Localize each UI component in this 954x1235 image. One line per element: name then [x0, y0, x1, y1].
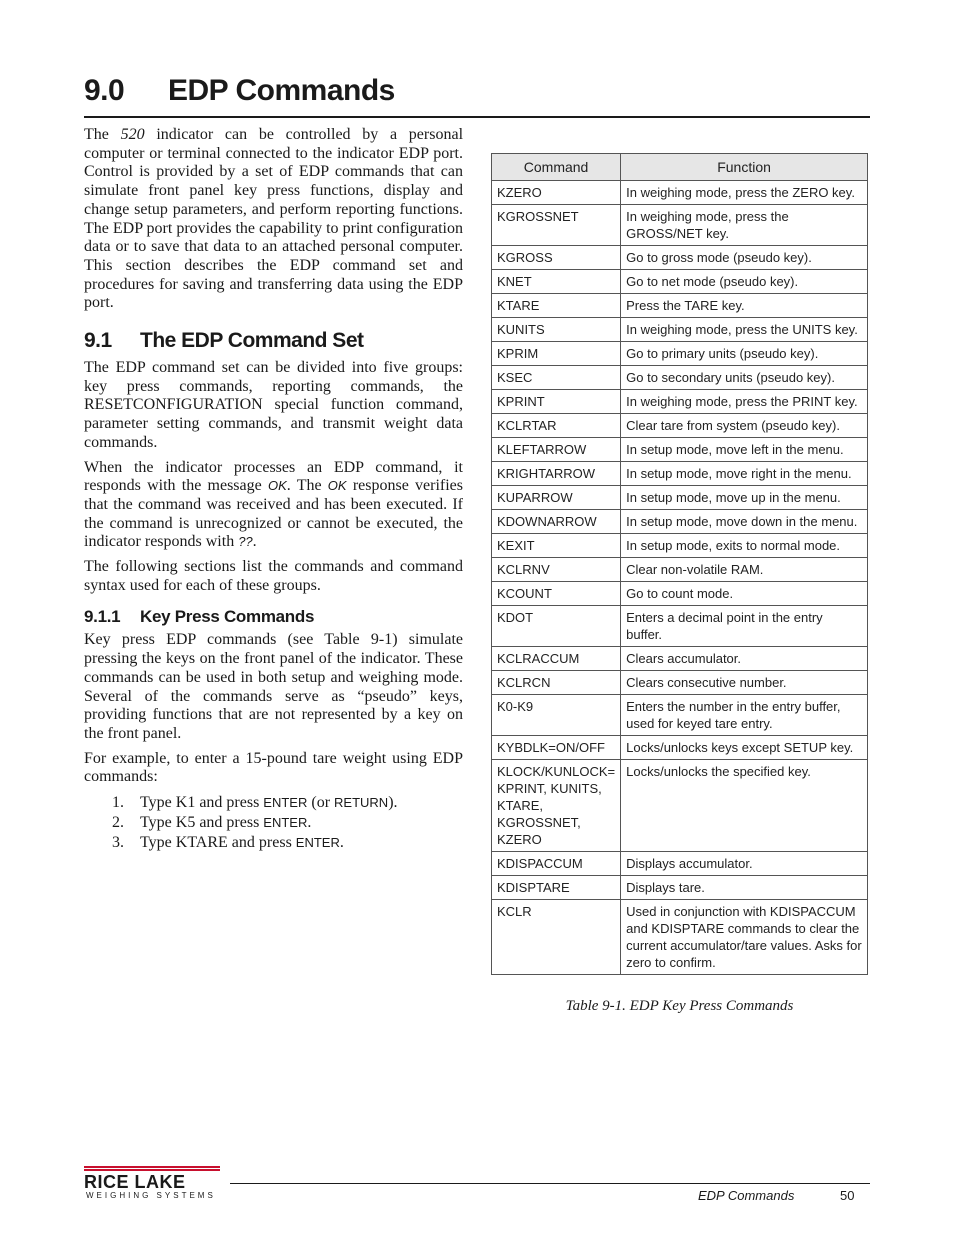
section-heading-9-1-1: 9.1.1 Key Press Commands: [84, 607, 315, 627]
function-cell: Displays tare.: [621, 876, 868, 900]
page-number: 50: [840, 1188, 855, 1203]
function-cell: Clears consecutive number.: [621, 671, 868, 695]
section-9-1-para-1: The EDP command set can be divided into five groups: key press commands, reporting commands, the RESETCONFIGURATION special function command, parameter setting commands, and transmit weight data commands.: [84, 359, 463, 451]
column-header-command: Command: [492, 154, 621, 181]
table-row: [492, 462, 868, 486]
command-cell: KCLRNV: [492, 558, 621, 582]
footer-section-title: EDP Commands: [698, 1188, 795, 1203]
intro-paragraph: The 520 indicator can be controlled by a personal computer or terminal connected to the indicator EDP port. Control is provided by a set of EDP commands that can simulate front panel key press functions, display and change setup parameters, and perform reporting functions. The EDP port provides the capability to print configuration data or to save that data to an attached personal computer. This section describes the EDP command set and procedures for saving and transferring data using the EDP port.: [84, 126, 464, 312]
function-cell: Go to gross mode (pseudo key).: [621, 246, 868, 270]
command-cell: KSEC: [492, 366, 621, 390]
command-cell: KCLR: [492, 900, 621, 975]
table-row: [492, 414, 868, 438]
column-header-function: Function: [621, 154, 868, 181]
command-cell: KYBDLK=ON/OFF: [492, 736, 621, 760]
section-9-1-1-para-1: Key press EDP commands (see Table 9-1) simulate pressing the keys on the front panel of the indicator. These commands can be used in both setup and weighing mode. Several of the commands serve as “pseudo” keys, providing functions that are not represented by a key on the front panel.: [84, 631, 463, 742]
table-row: [492, 205, 868, 246]
function-cell: Go to net mode (pseudo key).: [621, 270, 868, 294]
table-row: [492, 606, 868, 647]
table-row: [492, 246, 868, 270]
rice-lake-logo: [84, 1166, 224, 1202]
table-row: [492, 486, 868, 510]
function-cell: Enters the number in the entry buffer, used for keyed tare entry.: [621, 695, 868, 736]
function-cell: In setup mode, move up in the menu.: [621, 486, 868, 510]
table-row: [492, 558, 868, 582]
command-cell: KCLRCN: [492, 671, 621, 695]
command-cell: KDOT: [492, 606, 621, 647]
table-row: [492, 695, 868, 736]
function-cell: Enters a decimal point in the entry buffer.: [621, 606, 868, 647]
steps-list: [84, 793, 463, 853]
table-row: [492, 510, 868, 534]
command-cell: KLOCK/KUNLOCK= KPRINT, KUNITS, KTARE, KGROSSNET, KZERO: [492, 760, 621, 852]
footer-rule: [230, 1183, 870, 1184]
command-cell: KCOUNT: [492, 582, 621, 606]
logo-sub-text: WEIGHING SYSTEMS: [86, 1191, 216, 1200]
table-row: [492, 900, 868, 975]
command-cell: KGROSS: [492, 246, 621, 270]
command-cell: KPRINT: [492, 390, 621, 414]
table-row: [492, 534, 868, 558]
command-cell: KZERO: [492, 181, 621, 205]
function-cell: Locks/unlocks the specified key.: [621, 760, 868, 852]
function-cell: Used in conjunction with KDISPACCUM and KDISPTARE commands to clear the current accumulator/tare values. Asks for zero to confirm.: [621, 900, 868, 975]
chapter-number: 9.0: [84, 74, 125, 107]
command-cell: KCLRTAR: [492, 414, 621, 438]
function-cell: Displays accumulator.: [621, 852, 868, 876]
function-cell: In weighing mode, press the UNITS key.: [621, 318, 868, 342]
function-cell: Go to secondary units (pseudo key).: [621, 366, 868, 390]
table-row: [492, 342, 868, 366]
function-cell: In weighing mode, press the PRINT key.: [621, 390, 868, 414]
function-cell: Press the TARE key.: [621, 294, 868, 318]
function-cell: Clear non-volatile RAM.: [621, 558, 868, 582]
function-cell: In setup mode, move right in the menu.: [621, 462, 868, 486]
section-9-1-1-para-2: For example, to enter a 15-pound tare weight using EDP commands:: [84, 749, 463, 786]
section-heading-9-1: 9.1 The EDP Command Set: [84, 329, 364, 353]
function-cell: Clears accumulator.: [621, 647, 868, 671]
table-header-row: [492, 154, 868, 181]
command-cell: KEXIT: [492, 534, 621, 558]
function-cell: Locks/unlocks keys except SETUP key.: [621, 736, 868, 760]
command-cell: KRIGHTARROW: [492, 462, 621, 486]
list-item: 2. Type K5 and press ENTER.: [112, 814, 312, 832]
function-cell: In setup mode, exits to normal mode.: [621, 534, 868, 558]
command-cell: KGROSSNET: [492, 205, 621, 246]
command-cell: KDISPACCUM: [492, 852, 621, 876]
table-row: [492, 736, 868, 760]
section-9-1-para-2: When the indicator processes an EDP command, it responds with the message OK. The OK response verifies that the command was received and has been executed. If the command is unrecognized or cannot be executed, the indicator responds with ??.: [84, 458, 463, 551]
function-cell: Clear tare from system (pseudo key).: [621, 414, 868, 438]
command-cell: KUPARROW: [492, 486, 621, 510]
table-row: [492, 294, 868, 318]
command-cell: KDISPTARE: [492, 876, 621, 900]
table-row: [492, 852, 868, 876]
list-item: 1. Type K1 and press ENTER (or RETURN).: [112, 794, 398, 812]
function-cell: Go to count mode.: [621, 582, 868, 606]
table-row: [492, 582, 868, 606]
table-row: [492, 270, 868, 294]
command-cell: KNET: [492, 270, 621, 294]
table-row: [492, 438, 868, 462]
table-row: [492, 671, 868, 695]
table-caption: Table 9-1. EDP Key Press Commands: [565, 998, 794, 1014]
table-row: [492, 760, 868, 852]
command-cell: KLEFTARROW: [492, 438, 621, 462]
chapter-title: EDP Commands: [168, 74, 395, 107]
command-cell: KDOWNARROW: [492, 510, 621, 534]
left-column: [84, 126, 463, 853]
function-cell: In weighing mode, press the ZERO key.: [621, 181, 868, 205]
table-row: [492, 390, 868, 414]
key-press-commands-table: [491, 153, 868, 975]
command-cell: KCLRACCUM: [492, 647, 621, 671]
table-row: [492, 876, 868, 900]
table-row: [492, 647, 868, 671]
list-item: 3. Type KTARE and press ENTER.: [112, 834, 344, 852]
command-cell: KPRIM: [492, 342, 621, 366]
chapter-heading: [84, 72, 870, 118]
table-row: [492, 366, 868, 390]
function-cell: In weighing mode, press the GROSS/NET key.: [621, 205, 868, 246]
command-cell: KTARE: [492, 294, 621, 318]
table-row: [492, 318, 868, 342]
logo-brand-text: RICE LAKE: [84, 1172, 186, 1192]
command-cell: K0-K9: [492, 695, 621, 736]
function-cell: Go to primary units (pseudo key).: [621, 342, 868, 366]
section-9-1-para-3: The following sections list the commands and command syntax used for each of these groups.: [84, 558, 463, 594]
function-cell: In setup mode, move down in the menu.: [621, 510, 868, 534]
function-cell: In setup mode, move left in the menu.: [621, 438, 868, 462]
command-cell: KUNITS: [492, 318, 621, 342]
table-row: [492, 181, 868, 205]
